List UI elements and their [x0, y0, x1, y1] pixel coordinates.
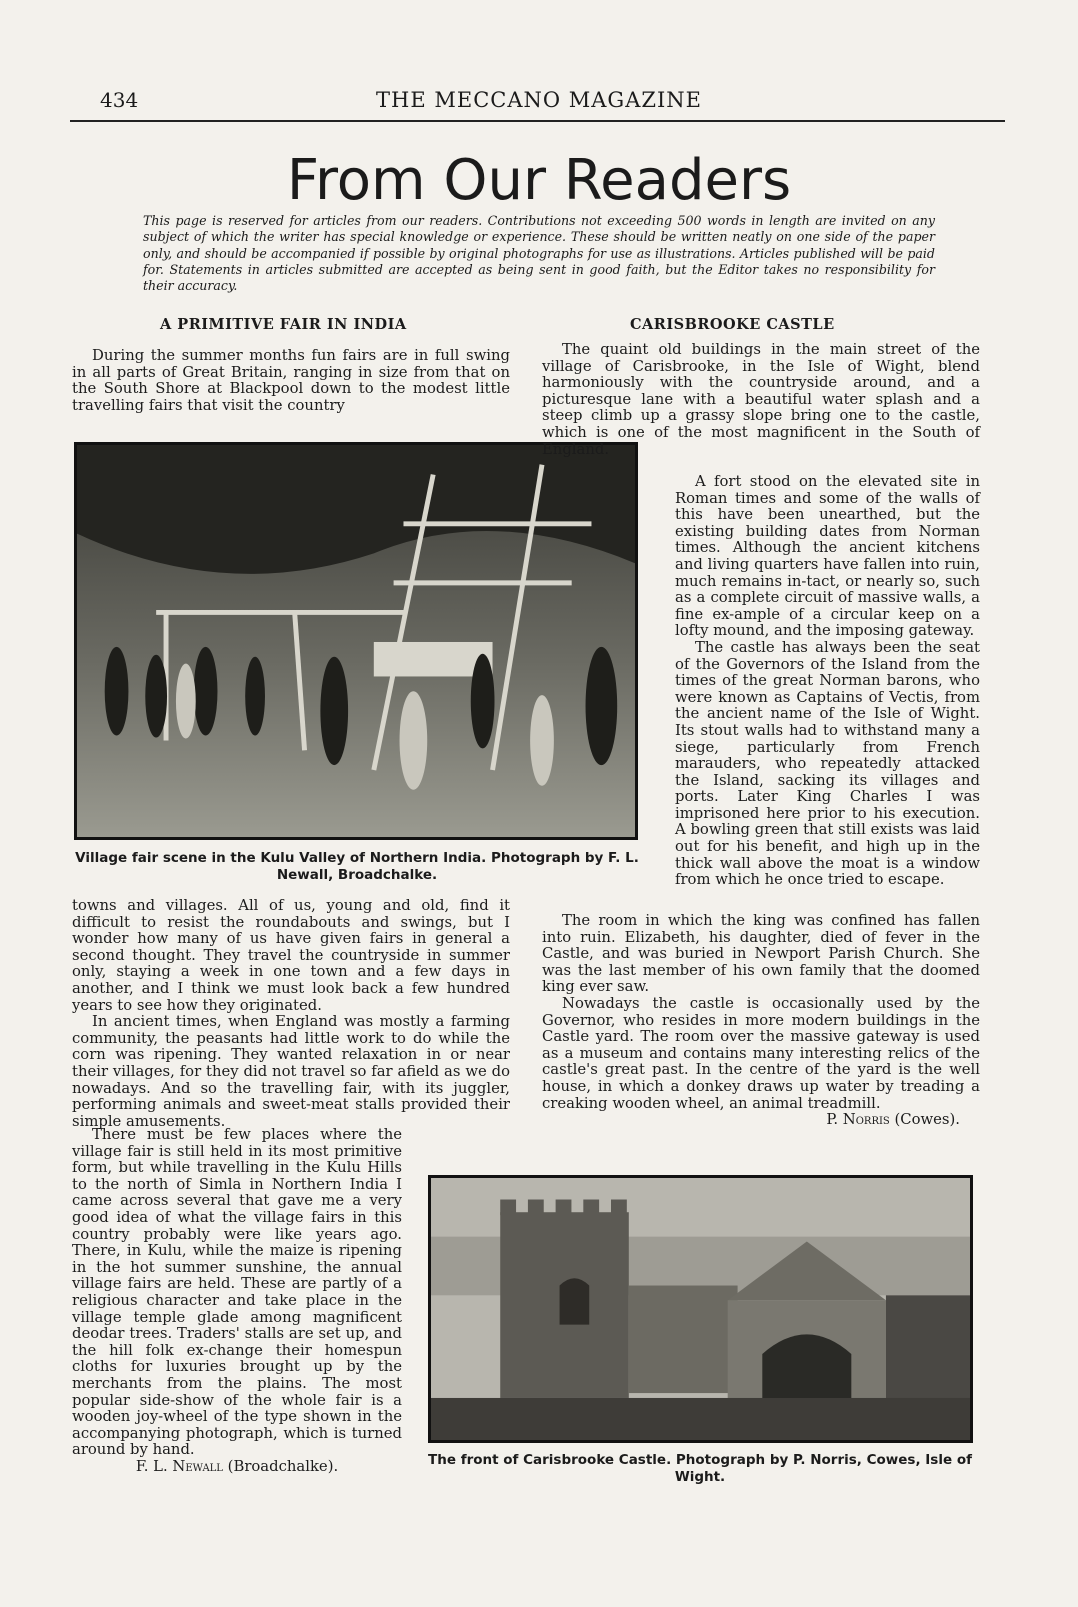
fair-photo: [74, 442, 638, 840]
fair-paragraph-2: In ancient times, when England was mostly a farming community, the peasants had little work to do while the corn was ripening. They wanted relaxation in or near their villages, for they did not travel so far afield as we do nowadays. And so the travelling fair, with its juggler, performing animals and sweet-meat stalls provided their simple amusements.: [72, 1013, 510, 1130]
castle-author-location: (Cowes).: [894, 1111, 960, 1129]
fair-lead-paragraph: During the summer months fun fairs are in full swing in all parts of Great Britain, ranging in size from that on the South Shore at Blackpool down to the modest little travelling fairs that visit the country: [72, 347, 510, 414]
castle-column-narrow: [675, 474, 980, 889]
fair-author-location: (Broadchalke).: [227, 1457, 339, 1475]
fair-photo-caption: Village fair scene in the Kulu Valley of Northern India. Photograph by F. L. Newall, Broadchalke.: [75, 850, 639, 883]
fair-photo-image: [77, 445, 635, 837]
fair-article-title: A PRIMITIVE FAIR IN INDIA: [160, 316, 407, 333]
castle-column-bottom: [542, 913, 980, 1129]
castle-paragraph-3: The castle has always been the seat of the Governors of the Island from the times of the great Norman barons, who were known as Captains of Vectis, from the ancient name of the Isle of Wight. Its stout walls had to withstand many a siege, particularly from French marauders, who repeatedly attacked the Island, sacking its villages and ports. Later King Charles I was imprisoned here prior to his execution. A bowling green that still exists was laid out for his benefit, and high up in the thick wall above the moat is a window from which he once tried to escape.: [675, 638, 980, 889]
castle-photo: [428, 1175, 973, 1443]
page-number: 434: [100, 88, 139, 112]
section-intro: This page is reserved for articles from our readers. Contributions not exceeding 500 words in length are invited on any subject of which the writer has special knowledge or experience. These should be written neatly on one side of the paper only, and should be accompanied if possible by original photographs for use as illustrations. Articles published will be paid for. Statements in articles submitted are accepted as being sent in good faith, but the Editor takes no responsibility for their accuracy.: [143, 213, 935, 294]
section-title: From Our Readers: [286, 148, 792, 213]
fair-author-signature: [72, 1459, 402, 1476]
fair-author: F. L. Newall: [135, 1457, 223, 1475]
castle-paragraph-5: Nowadays the castle is occasionally used by the Governor, who resides in more modern buildings in the Castle yard. The room over the massive gateway is used as a museum and contains many interesting relics of the castle's great past. In the centre of the yard is the well house, in which a donkey draws up water by treading a creaking wooden wheel, an animal treadmill.: [542, 994, 980, 1112]
castle-author-signature: [542, 1112, 980, 1129]
fair-lead-text: [72, 348, 510, 414]
castle-paragraph-2: A fort stood on the elevated site in Roman times and some of the walls of this have been unearthed, but the existing building dates from Norman times. Although the ancient kitchens and living quarters have fallen into ruin, much remains in-tact, or nearly so, such as a complete circuit of massive walls, a fine ex-ample of a circular keep on a lofty mound, and the imposing gateway.: [675, 473, 980, 640]
fair-paragraph-3: There must be few places where the village fair is still held in its most primitive form, but while travelling in the Kulu Hills to the north of Simla in Northern India I came across several that gave me a very good idea of what the village fairs in this country probably were like years ago. There, in Kulu, while the maize is ripening in the hot summer sunshine, the annual village fairs are held. These are partly of a religious character and take place in the village temple glade among magnificent deodar trees. Traders' stalls are set up, and the hill folk ex-change their homespun cloths for luxuries brought up by the merchants from the plains. The most popular side-show of the whole fair is a wooden joy-wheel of the type shown in the accompanying photograph, which is turned around by hand.: [72, 1126, 402, 1459]
fair-continuation: [72, 898, 510, 1130]
header-rule: [70, 120, 1005, 122]
castle-column-top: [542, 342, 980, 458]
fair-narrow-column: [72, 1127, 402, 1475]
castle-photo-caption: The front of Carisbrooke Castle. Photograph by P. Norris, Cowes, Isle of Wight.: [428, 1452, 972, 1485]
castle-paragraph-4: The room in which the king was confined has fallen into ruin. Elizabeth, his daughter, died of fever in the Castle, and was buried in Newport Parish Church. She was the last member of his own family that the doomed king ever saw.: [542, 912, 980, 996]
castle-author: P. Norris: [826, 1111, 890, 1129]
castle-article-title: CARISBROOKE CASTLE: [630, 316, 835, 333]
fair-paragraph-1: towns and villages. All of us, young and old, find it difficult to resist the roundabouts and swings, but I wonder how many of us have given fairs in general a second thought. They travel the countryside in summer only, staying a week in one town and a few days in another, and I think we must look back a few hundred years to see how they originated.: [72, 897, 510, 1014]
castle-paragraph-1: The quaint old buildings in the main street of the village of Carisbrooke, in the Isle of Wight, blend harmoniously with the countryside around, and a picturesque lane with a beautiful water splash and a steep climb up a grassy slope bring one to the castle, which is one of the most magnificent in the South of England.: [542, 341, 980, 458]
running-head: THE MECCANO MAGAZINE: [376, 88, 702, 112]
castle-photo-image: [431, 1178, 970, 1440]
